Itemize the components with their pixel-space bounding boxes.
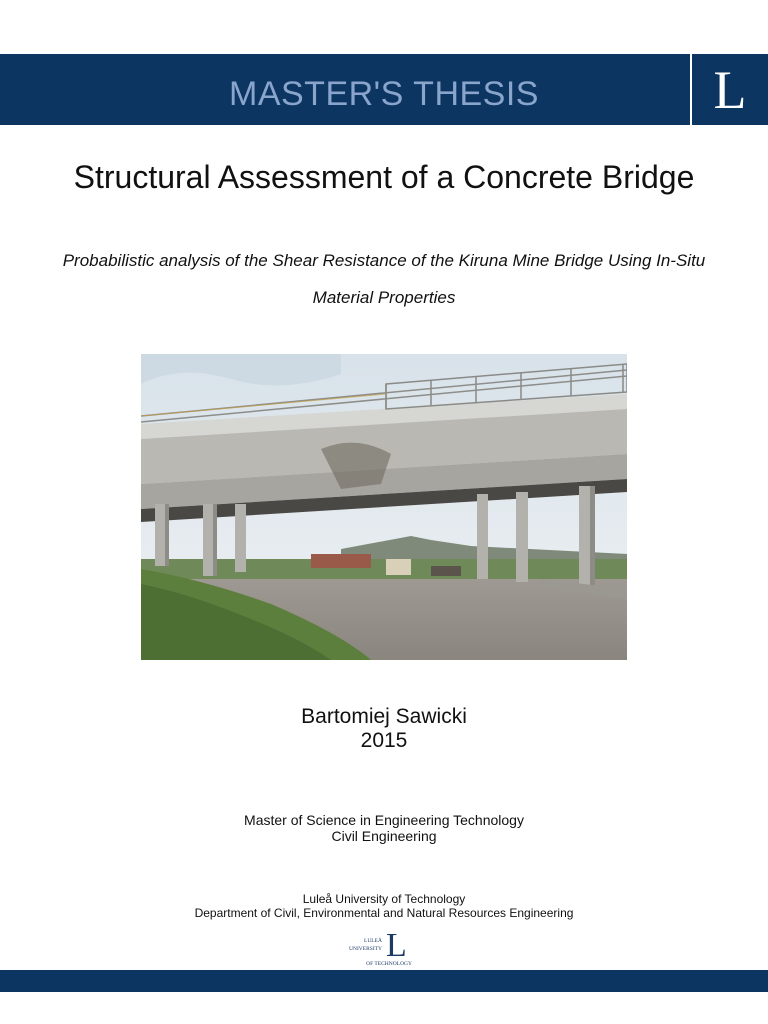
university-info [0, 892, 768, 920]
thesis-subtitle: Probabilistic analysis of the Shear Resistance of the Kiruna Mine Bridge Using In-Situ Material Properties [62, 251, 706, 307]
bridge-photo [141, 354, 627, 660]
thesis-title: Structural Assessment of a Concrete Bridge [73, 159, 695, 195]
department-name: Department of Civil, Environmental and Natural Resources Engineering [194, 906, 574, 920]
header-band [0, 54, 768, 125]
logo-word-2: UNIVERSITY [349, 946, 382, 952]
thesis-type-heading: MASTER'S THESIS [229, 75, 539, 113]
logo-letter: L [386, 927, 407, 964]
footer-band [0, 970, 768, 992]
degree-program: Master of Science in Engineering Technology [244, 812, 524, 828]
logo-word-3: OF TECHNOLOGY [366, 961, 412, 967]
logo-word-1: LULEÅ [363, 938, 382, 944]
university-logo-icon: L [713, 60, 747, 120]
university-seal-icon [340, 925, 430, 967]
degree-info [0, 812, 768, 844]
university-name: Luleå University of Technology [302, 892, 466, 906]
degree-field: Civil Engineering [331, 828, 437, 844]
author-name: Bartomiej Sawicki [301, 705, 467, 728]
publication-year: 2015 [360, 729, 408, 752]
